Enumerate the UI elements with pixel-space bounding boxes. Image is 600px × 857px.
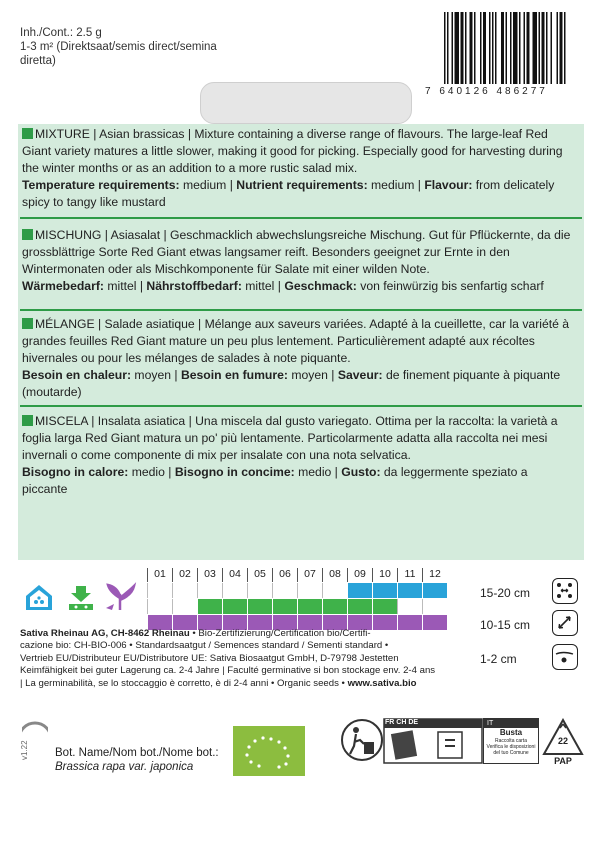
calendar-cell <box>247 583 272 598</box>
barcode-bar <box>527 12 530 84</box>
green-square-icon <box>22 318 33 329</box>
month-label: 07 <box>297 568 322 582</box>
company-name: Sativa Rheinau AG, CH-8462 Rheinau <box>20 628 190 639</box>
it-code: IT <box>484 719 538 728</box>
calendar-cell <box>197 599 222 614</box>
barcode-bar <box>444 12 446 84</box>
value-concime: medio | <box>294 465 342 479</box>
value-flavour: from delicately spicy to tangy like mustard <box>22 178 555 209</box>
value-fumure: moyen | <box>287 368 338 382</box>
content-area: 1-3 m² (Direktsaat/semis direct/semina <box>20 41 217 53</box>
calendar-cell <box>297 583 322 598</box>
calendar-row <box>147 582 447 598</box>
calendar-cell <box>397 599 422 614</box>
barcode-bar <box>447 12 449 84</box>
barcode-bar <box>519 12 521 84</box>
value-nutrient: mittel | <box>241 279 285 293</box>
company-line: cazione bio: CH-BIO-006 • Standardsaatgut / Semences standard / Sementi standard • <box>20 640 389 652</box>
calendar-month-header <box>147 568 447 582</box>
calendar-cell <box>172 599 197 614</box>
hang-hole <box>200 82 412 124</box>
calendar-cell <box>422 583 447 598</box>
greenhouse-sowing-icon <box>24 582 54 612</box>
label-temperature: Temperature requirements: <box>22 178 180 192</box>
section-text: | Asian brassicas | Mixture containing a diverse range of flavours. The large-leaf Red Giant variety matures a little slower, making it good for picking. Especially good for harvesting during the winter months or as an addition to a more rustic salad mix. <box>22 127 563 175</box>
label-nutrient: Nährstoffbedarf: <box>146 279 242 293</box>
calendar-cell <box>197 583 222 598</box>
green-square-icon <box>22 415 33 426</box>
month-label: 05 <box>247 568 272 582</box>
disposal-country-codes: FR CH DE <box>385 719 419 726</box>
barcode-bar <box>510 12 512 84</box>
barcode-bar <box>492 12 494 84</box>
section-title: MISCELA <box>35 414 88 428</box>
calendar-row <box>147 598 447 614</box>
content-weight: Inh./Cont.: 2.5 g <box>20 27 102 39</box>
botanical-label: Bot. Name/Nom bot./Nome bot.: <box>55 747 219 759</box>
calendar-cell <box>322 583 347 598</box>
section-title: MISCHUNG <box>35 228 102 242</box>
calendar-cell <box>172 583 197 598</box>
section-french <box>22 316 572 401</box>
month-label: 09 <box>347 568 372 582</box>
barcode-bar <box>560 12 563 84</box>
barcode-bar <box>546 12 548 84</box>
section-title: MIXTURE <box>35 127 90 141</box>
barcode-bar <box>495 12 497 84</box>
barcode-bar <box>513 12 518 84</box>
barcode-icon <box>442 12 582 88</box>
pap-recycling-icon <box>542 718 584 768</box>
raccolta-line: Verifica le disposizioni <box>486 744 536 750</box>
barcode-number: 7 640126 486277 <box>425 86 548 97</box>
calendar-cell <box>372 599 397 614</box>
barcode-bar <box>455 12 460 84</box>
recycling-person-icon <box>340 718 384 762</box>
month-label: 11 <box>397 568 422 582</box>
barcode-bar <box>533 12 538 84</box>
calendar-cell <box>397 583 422 598</box>
calendar-cell <box>422 599 447 614</box>
barcode-bar <box>542 12 545 84</box>
spacing-row-distance: 15-20 cm <box>480 586 531 600</box>
calendar-cell <box>247 599 272 614</box>
spacing-sowing-depth: 1-2 cm <box>480 652 517 666</box>
barcode-bar <box>470 12 473 84</box>
calendar-cell <box>222 583 247 598</box>
direct-sowing-icon <box>66 582 96 612</box>
barcode-bar <box>539 12 541 84</box>
label-nutrient: Nutrient requirements: <box>236 178 368 192</box>
eu-organic-logo-icon <box>233 726 305 776</box>
company-line: Keimfähigkeit bei guter Lagerung ca. 2-4 Jahre | Faculté germinative si bon stockage env. 2-4 ans <box>20 665 436 677</box>
value-taste: von feinwürzig bis senfartig scharf <box>356 279 544 293</box>
month-label: 06 <box>272 568 297 582</box>
divider <box>20 405 582 407</box>
calendar-cell <box>322 599 347 614</box>
barcode-bar <box>474 12 476 84</box>
calendar-cell <box>372 583 397 598</box>
month-label: 08 <box>322 568 347 582</box>
month-label: 03 <box>197 568 222 582</box>
calendar-cell <box>272 583 297 598</box>
botanical-value: Brassica rapa var. japonica <box>55 761 194 773</box>
value-saveur: de finement piquante à piquante (moutarde) <box>22 368 561 399</box>
calendar-cell <box>347 599 372 614</box>
content-area-cont: diretta) <box>20 55 56 67</box>
value-warmth: mittel | <box>103 279 147 293</box>
value-chaleur: moyen | <box>131 368 181 382</box>
section-italian <box>22 413 572 498</box>
divider <box>20 309 582 311</box>
value-calore: medio | <box>128 465 175 479</box>
calendar-rows <box>147 582 447 630</box>
label-saveur: Saveur: <box>337 368 383 382</box>
barcode-bar <box>506 12 508 84</box>
month-label: 10 <box>372 568 397 582</box>
month-label: 12 <box>422 568 447 582</box>
month-label: 01 <box>147 568 172 582</box>
label-fumure: Besoin en fumure: <box>180 368 288 382</box>
version-label: v1.22 <box>20 740 29 760</box>
section-title: MÉLANGE <box>35 317 95 331</box>
sowing-calendar <box>147 568 447 630</box>
barcode-bar <box>480 12 482 84</box>
barcode-bar <box>483 12 486 84</box>
calendar-cell <box>272 599 297 614</box>
value-gusto: da leggermente speziato a piccante <box>22 465 528 496</box>
italian-disposal-label <box>483 718 539 764</box>
raccolta-line: del tuo Comune <box>493 750 529 756</box>
spacing-plant-distance: 10-15 cm <box>480 618 531 632</box>
pap-number: 22 <box>557 736 568 746</box>
barcode-bar <box>524 12 526 84</box>
company-line: • Bio-Zertifizierung/Certification bio/Certifi- <box>189 628 371 639</box>
website-link: www.sativa.bio <box>347 677 417 689</box>
barcode-bar <box>564 12 566 84</box>
calendar-cell <box>147 583 172 598</box>
barcode-bar <box>489 12 491 84</box>
value-temperature: medium | <box>179 178 237 192</box>
harvest-icon <box>102 582 138 612</box>
barcode-bar <box>465 12 467 84</box>
barcode-bar <box>551 12 553 84</box>
green-square-icon <box>22 128 33 139</box>
value-nutrient: medium | <box>367 178 425 192</box>
calendar-cell <box>147 599 172 614</box>
label-gusto: Gusto: <box>341 465 381 479</box>
calendar-cell <box>297 599 322 614</box>
month-label: 04 <box>222 568 247 582</box>
barcode-bar <box>557 12 559 84</box>
label-chaleur: Besoin en chaleur: <box>22 368 132 382</box>
section-text: | Insalata asiatica | Una miscela dal gusto variegato. Ottima per la raccolta: la varietà a foglia larga Red Giant matura un po' più lentamente. Particolarmente adatta alla raccolta nei mesi invernali o come componente di mix per insalate con una nota selvatica. <box>22 414 558 462</box>
divider <box>20 217 582 219</box>
label-taste: Geschmack: <box>284 279 357 293</box>
section-german <box>22 227 572 295</box>
month-label: 02 <box>172 568 197 582</box>
label-calore: Bisogno in calore: <box>22 465 129 479</box>
row-spacing-icon <box>552 578 578 604</box>
label-flavour: Flavour: <box>424 178 473 192</box>
pap-label: PAP <box>554 756 572 766</box>
section-text: | Salade asiatique | Mélange aux saveurs variées. Adapté à la cueillette, car la variété à grandes feuilles Red Giant mature un peu plus lentement. Particulièrement adapté aux récoltes hivernales ou pour les mélanges de salades à note piquante. <box>22 317 570 365</box>
company-line: | La germinabilità, se lo stoccaggio è corretto, è di 2-4 anni • Organic seeds • <box>20 677 348 689</box>
barcode-bar <box>501 12 504 84</box>
calendar-cell <box>347 583 372 598</box>
section-english <box>22 126 572 211</box>
calendar-cell <box>222 599 247 614</box>
company-info <box>20 628 580 690</box>
content-info <box>20 26 220 68</box>
label-concime: Bisogno in concime: <box>174 465 295 479</box>
barcode-bar <box>452 12 454 84</box>
raccolta-line: Raccolta carta <box>495 738 527 744</box>
green-square-icon <box>22 229 33 240</box>
botanical-name <box>55 746 219 774</box>
section-text: | Asiasalat | Geschmacklich abwechslungsreiche Mischung. Gut für Pflückernte, da die grossblättrige Sorte Red Giant etwas langsamer reift. Besonders geeignet zur Ernte in den Wintermonaten oder als Mischkomponente für Salate mit einer wilden Note. <box>22 228 571 276</box>
label-warmth: Wärmebedarf: <box>22 279 104 293</box>
busta-label: Busta <box>499 728 523 737</box>
barcode-bar <box>461 12 464 84</box>
company-line: Vertrieb EU/Distributeur EU/Distributore UE: Sativa Biosaatgut GmbH, D-79798 Jestetten <box>20 652 399 664</box>
